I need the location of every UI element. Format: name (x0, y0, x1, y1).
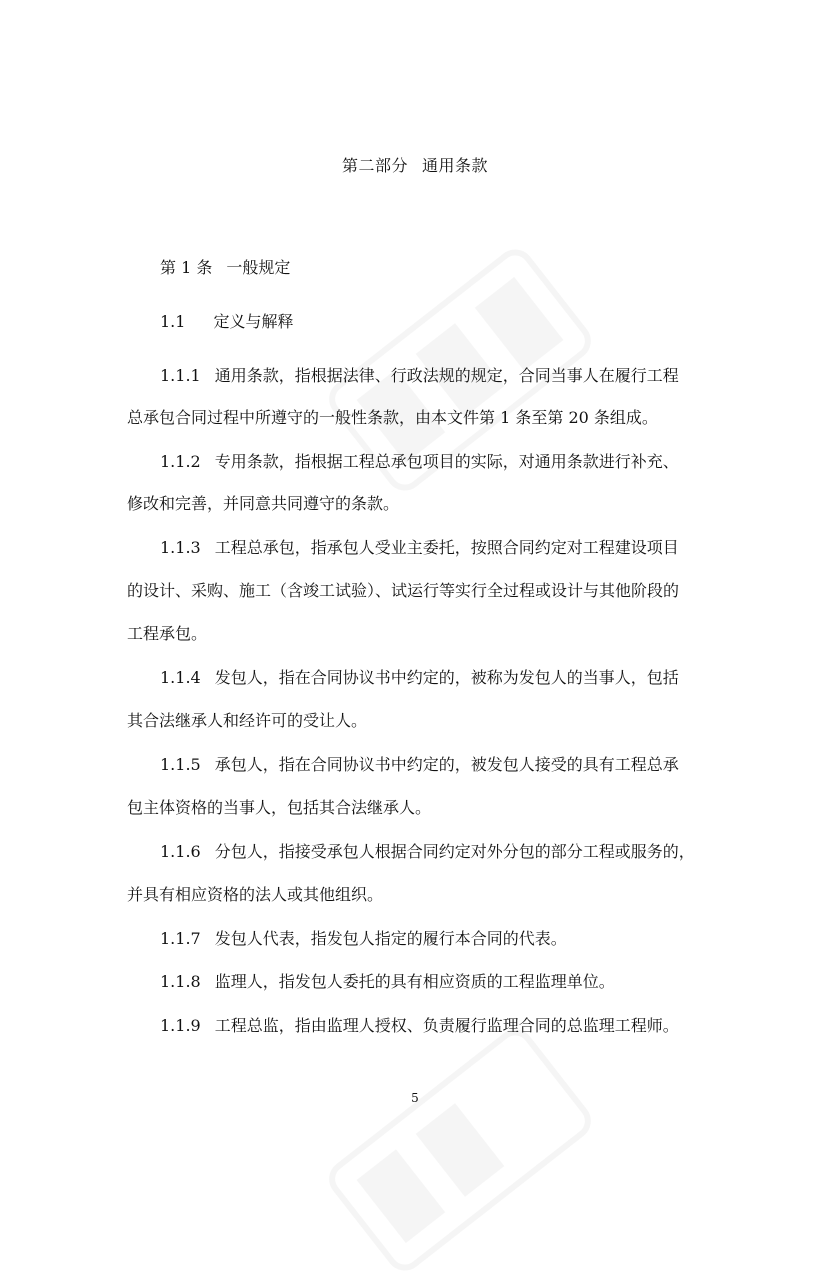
clause-text: 发包人代表，指发包人指定的履行本合同的代表。 (214, 929, 567, 948)
clause-1-1-1-line2: 总承包合同过程中所遵守的一般性条款，由本文件第 1 条至第 20 条组成。 (127, 408, 658, 427)
title-name: 通用条款 (422, 156, 489, 175)
article-number: 第 1 条 (160, 258, 213, 277)
clause-number: 1.1.8 (160, 972, 201, 991)
clause-1-1-4-line2: 其合法继承人和经许可的受让人。 (127, 711, 368, 730)
page-number: 5 (411, 1091, 419, 1105)
clause-number: 1.1.7 (160, 929, 201, 948)
page-title (0, 154, 830, 178)
clause-1-1-7-line1 (160, 927, 567, 951)
clause-text: 工程总承包，指承包人受业主委托，按照合同约定对工程建设项目 (214, 538, 679, 557)
clause-text: 分包人，指接受承包人根据合同约定对外分包的部分工程或服务的， (214, 842, 695, 861)
clause-text: 工程总监，指由监理人授权、负责履行监理合同的总监理工程师。 (214, 1016, 679, 1035)
clause-1-1-5-line2: 包主体资格的当事人，包括其合法继承人。 (127, 798, 432, 817)
clause-text: 发包人，指在合同协议书中约定的，被称为发包人的当事人，包括 (214, 668, 679, 687)
clause-1-1-3-line3: 工程承包。 (127, 624, 208, 643)
section-heading (160, 310, 293, 334)
clause-number: 1.1.9 (160, 1016, 201, 1035)
clause-1-1-2-line1 (160, 450, 679, 474)
clause-number: 1.1.3 (160, 538, 201, 557)
clause-1-1-1-line1 (160, 364, 679, 388)
clause-text: 通用条款，指根据法律、行政法规的规定，合同当事人在履行工程 (214, 366, 679, 385)
clause-1-1-5-line1 (160, 753, 679, 777)
clause-1-1-8-line1 (160, 970, 615, 994)
article-heading (160, 256, 290, 280)
clause-text: 监理人，指发包人委托的具有相应资质的工程监理单位。 (214, 972, 615, 991)
clause-1-1-9-line1 (160, 1014, 679, 1038)
clause-1-1-3-line2: 的设计、采购、施工（含竣工试验）、试运行等实行全过程或设计与其他阶段的 (127, 581, 680, 600)
clause-1-1-2-line2: 修改和完善，并同意共同遵守的条款。 (127, 494, 400, 513)
clause-1-1-6-line2: 并具有相应资格的法人或其他组织。 (127, 885, 384, 904)
clause-text: 承包人，指在合同协议书中约定的，被发包人接受的具有工程总承 (214, 755, 679, 774)
watermark-icon (314, 1015, 605, 1285)
clause-text: 专用条款，指根据工程总承包项目的实际，对通用条款进行补充、 (214, 452, 679, 471)
section-number: 1.1 (160, 312, 186, 331)
clause-1-1-4-line1 (160, 666, 679, 690)
clause-1-1-6-line1 (160, 840, 695, 864)
clause-number: 1.1.1 (160, 366, 201, 385)
section-name: 定义与解释 (213, 312, 294, 331)
clause-number: 1.1.4 (160, 668, 201, 687)
clause-1-1-3-line1 (160, 536, 679, 560)
clause-number: 1.1.6 (160, 842, 201, 861)
title-part: 第二部分 (341, 156, 408, 175)
clause-number: 1.1.2 (160, 452, 201, 471)
article-name: 一般规定 (226, 258, 291, 277)
clause-number: 1.1.5 (160, 755, 201, 774)
